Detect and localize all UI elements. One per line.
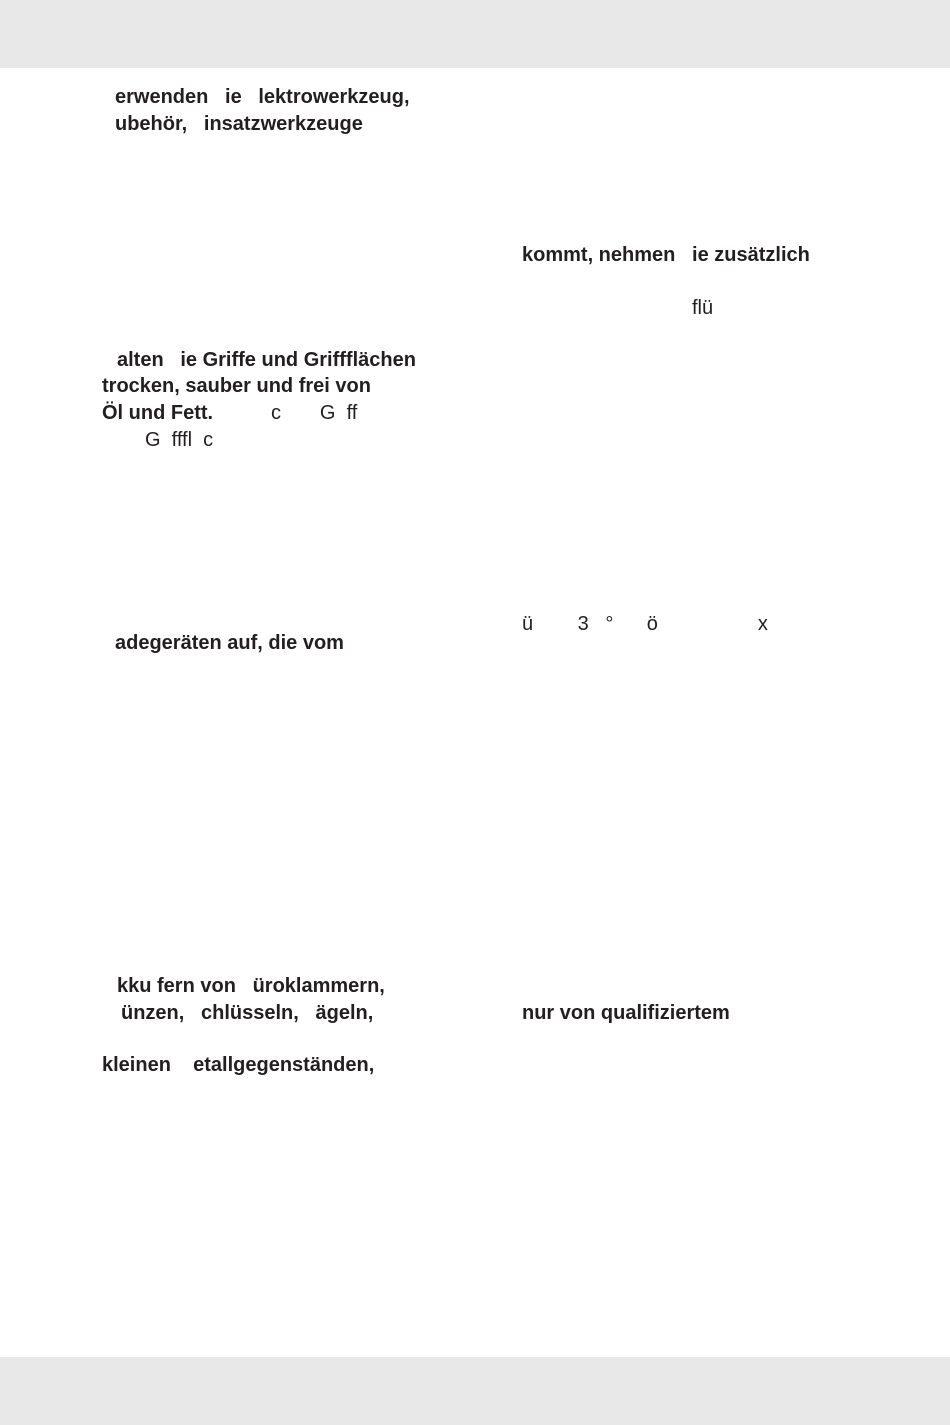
text-line: erwenden ie lektrowerkzeug, [115,86,410,108]
text-line: kleinen etallgegenständen, [102,1054,375,1076]
text-line: ünzen, chlüsseln, ägeln, [121,1002,374,1024]
text-line: flü [692,297,714,319]
text-line: Öl und Fett. [102,402,214,424]
text-line: alten ie Griffe und Griffflächen [117,349,416,371]
text-line: kommt, nehmen ie zusätzlich [522,244,810,266]
footer-band [0,1357,950,1425]
text-line: ubehör, insatzwerkzeuge [115,113,363,135]
text-line: adegeräten auf, die vom [115,632,344,654]
text-line: c G ff [271,402,358,424]
text-line: G fffl c [145,429,214,451]
text-line: kku fern von üroklammern, [117,975,385,997]
header-band [0,0,950,68]
text-line: trocken, sauber und frei von [102,375,371,397]
text-line: nur von qualifiziertem [522,1002,730,1024]
text-line: ü 3 ° ö x [522,613,768,635]
